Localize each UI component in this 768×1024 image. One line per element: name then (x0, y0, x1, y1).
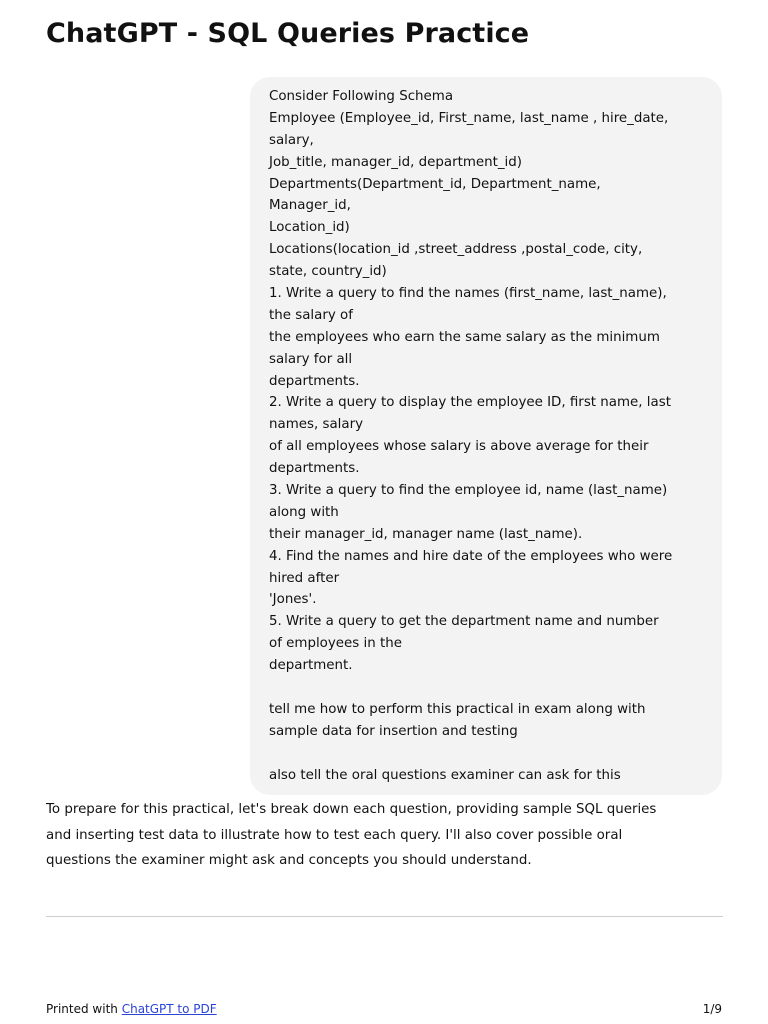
user-message-line: salary for all (269, 351, 353, 367)
user-message-line: sample data for insertion and testing (269, 723, 518, 739)
user-message-line: names, salary (269, 417, 364, 433)
user-message-line: salary, (269, 132, 314, 148)
user-message-line: along with (269, 504, 339, 520)
footer-printed-with-text: Printed with (46, 1002, 122, 1016)
assistant-reply-line: To prepare for this practical, let's break down each question, providing sample SQL queries (46, 802, 657, 817)
user-message-line: 2. Write a query to display the employee ID, first name, last (269, 395, 671, 411)
user-message-line: Manager_id, (269, 198, 351, 214)
user-message-line: Consider Following Schema (269, 89, 454, 104)
page-title: ChatGPT - SQL Queries Practice (46, 18, 530, 49)
user-message-bubble (250, 77, 722, 795)
user-message-line: Departments(Department_id, Department_name, (269, 176, 601, 192)
section-divider (46, 916, 723, 917)
user-message-blank-line (269, 743, 708, 765)
assistant-reply (46, 797, 726, 874)
assistant-reply-line: and inserting test data to illustrate how to test each query. I'll also cover possible oral (46, 827, 623, 843)
user-message-line: hired after (269, 570, 340, 586)
user-message-blank-line (269, 677, 708, 699)
user-message-line: 4. Find the names and hire date of the employees who were (269, 548, 673, 564)
user-message-line: Employee (Employee_id, First_name, last_name , hire_date, (269, 110, 669, 126)
user-message-line: Locations(location_id ,street_address ,postal_code, city, (269, 242, 643, 258)
user-message-line: 5. Write a query to get the department name and number (269, 614, 659, 630)
assistant-reply-line: questions the examiner might ask and concepts you should understand. (46, 853, 532, 869)
user-message-line: also tell the oral questions examiner can ask for this (269, 767, 621, 783)
user-message-line: of all employees whose salary is above average for their (269, 439, 649, 455)
user-message-line: 'Jones'. (269, 592, 317, 608)
user-message-line: 1. Write a query to find the names (first_name, last_name), (269, 286, 667, 302)
user-message-line: Job_title, manager_id, department_id) (269, 154, 523, 170)
user-message-line: 3. Write a query to find the employee id, name (last_name) (269, 483, 668, 499)
user-message-line: their manager_id, manager name (last_name). (269, 526, 583, 542)
user-message-line: departments. (269, 461, 360, 477)
footer-printed-with (46, 1002, 217, 1016)
chatgpt-to-pdf-link[interactable]: ChatGPT to PDF (121, 1002, 217, 1016)
user-message-line: Location_id) (269, 220, 350, 236)
user-message-line: of employees in the (269, 636, 402, 652)
user-message-line: departments. (269, 373, 360, 389)
user-message-line: the employees who earn the same salary as the minimum (269, 329, 660, 345)
user-message-line: tell me how to perform this practical in exam along with (269, 701, 646, 717)
user-message-line: department. (269, 658, 353, 674)
user-message-line: the salary of (269, 307, 353, 323)
page-number: 1/9 (702, 1002, 722, 1016)
user-message-line: state, country_id) (269, 264, 387, 280)
